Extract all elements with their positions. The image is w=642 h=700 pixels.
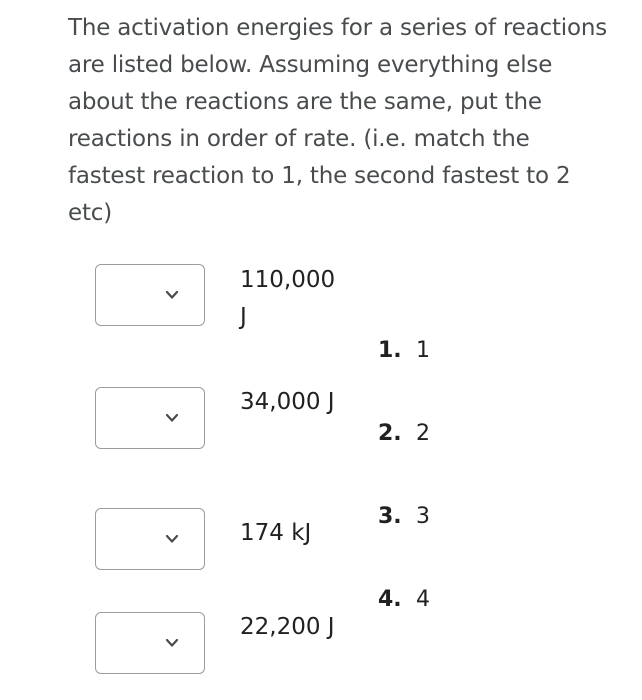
choice-2 <box>378 419 430 449</box>
chevron-down-icon <box>165 289 179 301</box>
choice-1 <box>378 336 430 366</box>
choice-3 <box>378 502 430 532</box>
choice-number: 1. <box>378 338 402 363</box>
chevron-down-icon <box>165 412 179 424</box>
choice-4 <box>378 585 430 615</box>
choice-text: 1 <box>416 338 430 363</box>
item-label-2: 34,000 J <box>240 389 335 415</box>
item-label-3: 174 kJ <box>240 520 312 546</box>
order-select-2[interactable] <box>95 387 205 449</box>
order-select-4[interactable] <box>95 612 205 674</box>
order-select-3[interactable] <box>95 508 205 570</box>
chevron-down-icon <box>165 533 179 545</box>
item-label-4: 22,200 J <box>240 614 335 640</box>
choice-text: 4 <box>416 587 430 612</box>
chevron-down-icon <box>165 637 179 649</box>
choice-number: 4. <box>378 587 402 612</box>
question-text: The activation energies for a series of reactions are listed below. Assuming everything else about the reactions are the same, put the reactions in order of rate. (i.e. match the fastest reaction to 1, the second fastest to 2 etc) <box>68 15 607 226</box>
choice-text: 3 <box>416 504 430 529</box>
item-label-1: 110,000 J <box>240 267 336 330</box>
choice-number: 3. <box>378 504 402 529</box>
choice-number: 2. <box>378 421 402 446</box>
order-select-1[interactable] <box>95 264 205 326</box>
choice-text: 2 <box>416 421 430 446</box>
